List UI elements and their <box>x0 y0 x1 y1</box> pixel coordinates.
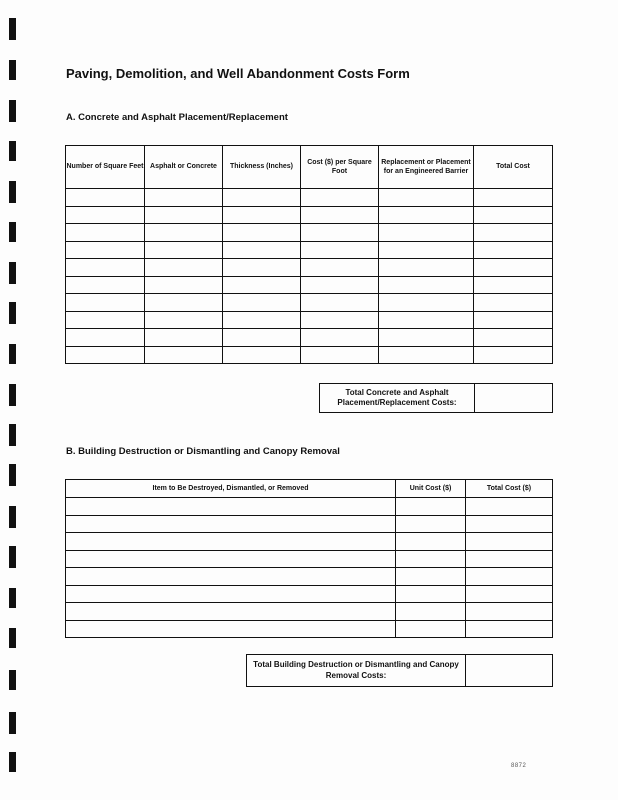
table-row <box>66 259 553 277</box>
binder-hole-mark <box>9 752 16 772</box>
table-row <box>66 603 553 621</box>
form-cell[interactable] <box>145 206 223 224</box>
form-cell[interactable] <box>396 620 466 638</box>
form-cell[interactable] <box>145 311 223 329</box>
form-cell[interactable] <box>474 259 553 277</box>
form-cell[interactable] <box>379 346 474 364</box>
form-cell[interactable] <box>379 259 474 277</box>
page-title: Paving, Demolition, and Well Abandonment Costs Form <box>66 66 410 81</box>
form-cell[interactable] <box>223 329 301 347</box>
form-cell[interactable] <box>396 498 466 516</box>
form-cell[interactable] <box>466 603 553 621</box>
binder-hole-mark <box>9 181 16 203</box>
form-cell[interactable] <box>301 294 379 312</box>
form-cell[interactable] <box>474 224 553 242</box>
binder-hole-mark <box>9 262 16 284</box>
form-cell[interactable] <box>66 533 396 551</box>
form-cell[interactable] <box>66 276 145 294</box>
table-row <box>66 585 553 603</box>
form-cell[interactable] <box>145 346 223 364</box>
col-item-to-be-destroyed: Item to Be Destroyed, Dismantled, or Removed <box>66 480 396 498</box>
binder-hole-mark <box>9 302 16 324</box>
form-cell[interactable] <box>379 189 474 207</box>
building-destruction-rows <box>66 498 553 638</box>
building-destruction-table <box>65 479 553 638</box>
binder-hole-mark <box>9 464 16 486</box>
form-cell[interactable] <box>474 206 553 224</box>
form-cell[interactable] <box>466 533 553 551</box>
form-cell[interactable] <box>379 241 474 259</box>
binder-hole-mark <box>9 546 16 568</box>
table-row <box>66 568 553 586</box>
form-cell[interactable] <box>301 346 379 364</box>
form-cell[interactable] <box>396 550 466 568</box>
form-cell[interactable] <box>396 533 466 551</box>
form-cell[interactable] <box>301 241 379 259</box>
form-cell[interactable] <box>66 346 145 364</box>
form-cell[interactable] <box>66 550 396 568</box>
table-row <box>66 346 553 364</box>
table-row <box>66 329 553 347</box>
table-row <box>66 550 553 568</box>
form-cell[interactable] <box>145 189 223 207</box>
section-a-title: A. Concrete and Asphalt Placement/Replacement <box>66 112 288 123</box>
form-cell[interactable] <box>379 294 474 312</box>
section-b-total-input[interactable] <box>466 655 553 687</box>
form-cell[interactable] <box>66 311 145 329</box>
form-cell[interactable] <box>396 603 466 621</box>
form-cell[interactable] <box>145 294 223 312</box>
form-cell[interactable] <box>474 241 553 259</box>
binder-hole-mark <box>9 18 16 40</box>
form-cell[interactable] <box>474 276 553 294</box>
section-a-total-input[interactable] <box>475 384 553 413</box>
form-cell[interactable] <box>223 189 301 207</box>
form-cell[interactable] <box>66 329 145 347</box>
form-cell[interactable] <box>223 346 301 364</box>
form-cell[interactable] <box>66 206 145 224</box>
form-cell[interactable] <box>145 329 223 347</box>
table-row <box>66 498 553 516</box>
binder-hole-mark <box>9 344 16 364</box>
form-cell[interactable] <box>223 276 301 294</box>
form-cell[interactable] <box>301 329 379 347</box>
form-cell[interactable] <box>379 311 474 329</box>
form-cell[interactable] <box>396 568 466 586</box>
form-cell[interactable] <box>66 294 145 312</box>
col-unit-cost: Unit Cost ($) <box>396 480 466 498</box>
form-cell[interactable] <box>379 329 474 347</box>
table-row <box>66 206 553 224</box>
form-cell[interactable] <box>66 603 396 621</box>
form-cell[interactable] <box>474 346 553 364</box>
table-row <box>66 533 553 551</box>
table-row <box>66 189 553 207</box>
binder-hole-mark <box>9 506 16 528</box>
col-total-cost-b: Total Cost ($) <box>466 480 553 498</box>
form-cell[interactable] <box>474 294 553 312</box>
form-cell[interactable] <box>66 241 145 259</box>
form-cell[interactable] <box>223 259 301 277</box>
col-number-of-square-feet: Number of Square Feet <box>66 146 145 189</box>
binder-hole-mark <box>9 712 16 734</box>
form-cell[interactable] <box>466 515 553 533</box>
table-row <box>66 620 553 638</box>
table-row <box>66 241 553 259</box>
binder-hole-mark <box>9 384 16 406</box>
form-cell[interactable] <box>301 189 379 207</box>
form-cell[interactable] <box>66 568 396 586</box>
form-cell[interactable] <box>66 515 396 533</box>
form-cell[interactable] <box>223 294 301 312</box>
form-cell[interactable] <box>396 585 466 603</box>
binder-hole-mark <box>9 222 16 242</box>
section-b-title: B. Building Destruction or Dismantling and Canopy Removal <box>66 446 340 457</box>
form-cell[interactable] <box>66 620 396 638</box>
table-row <box>66 276 553 294</box>
form-cell[interactable] <box>466 620 553 638</box>
form-cell[interactable] <box>474 311 553 329</box>
table-row <box>66 294 553 312</box>
form-cell[interactable] <box>223 224 301 242</box>
form-cell[interactable] <box>145 276 223 294</box>
form-cell[interactable] <box>301 276 379 294</box>
form-cell[interactable] <box>379 224 474 242</box>
binder-hole-mark <box>9 424 16 446</box>
binder-hole-mark <box>9 588 16 608</box>
form-cell[interactable] <box>301 224 379 242</box>
form-cell[interactable] <box>396 515 466 533</box>
form-cell[interactable] <box>66 585 396 603</box>
form-cell[interactable] <box>66 189 145 207</box>
form-cell[interactable] <box>466 550 553 568</box>
col-engineered-barrier: Replacement or Placement for an Engineered Barrier <box>379 146 474 189</box>
form-cell[interactable] <box>145 259 223 277</box>
form-cell[interactable] <box>474 189 553 207</box>
binder-hole-mark <box>9 628 16 648</box>
form-cell[interactable] <box>223 241 301 259</box>
binder-hole-mark <box>9 100 16 122</box>
form-cell[interactable] <box>301 206 379 224</box>
form-cell[interactable] <box>466 585 553 603</box>
col-total-cost: Total Cost <box>474 146 553 189</box>
form-cell[interactable] <box>223 206 301 224</box>
table-row <box>66 224 553 242</box>
binder-hole-mark <box>9 60 16 80</box>
binder-hole-mark <box>9 670 16 690</box>
table-row <box>66 515 553 533</box>
form-cell[interactable] <box>66 224 145 242</box>
page-number: 8872 <box>511 763 527 769</box>
concrete-asphalt-rows <box>66 189 553 364</box>
form-cell[interactable] <box>379 276 474 294</box>
form-cell[interactable] <box>379 206 474 224</box>
col-asphalt-or-concrete: Asphalt or Concrete <box>145 146 223 189</box>
section-b-total-box <box>246 654 553 687</box>
form-cell[interactable] <box>466 498 553 516</box>
form-cell[interactable] <box>301 311 379 329</box>
col-thickness: Thickness (Inches) <box>223 146 301 189</box>
form-cell[interactable] <box>223 311 301 329</box>
section-b-total-label: Total Building Destruction or Dismantling and Canopy Removal Costs: <box>247 655 466 687</box>
section-a-total-label: Total Concrete and Asphalt Placement/Replacement Costs: <box>320 384 475 413</box>
form-cell[interactable] <box>145 224 223 242</box>
form-cell[interactable] <box>474 329 553 347</box>
col-cost-per-square-foot: Cost ($) per Square Foot <box>301 146 379 189</box>
section-a-total-box <box>319 383 553 413</box>
binder-hole-mark <box>9 141 16 161</box>
form-cell[interactable] <box>301 259 379 277</box>
form-cell[interactable] <box>466 568 553 586</box>
concrete-asphalt-table <box>65 145 553 364</box>
form-cell[interactable] <box>145 241 223 259</box>
form-cell[interactable] <box>66 498 396 516</box>
table-row <box>66 311 553 329</box>
form-cell[interactable] <box>66 259 145 277</box>
